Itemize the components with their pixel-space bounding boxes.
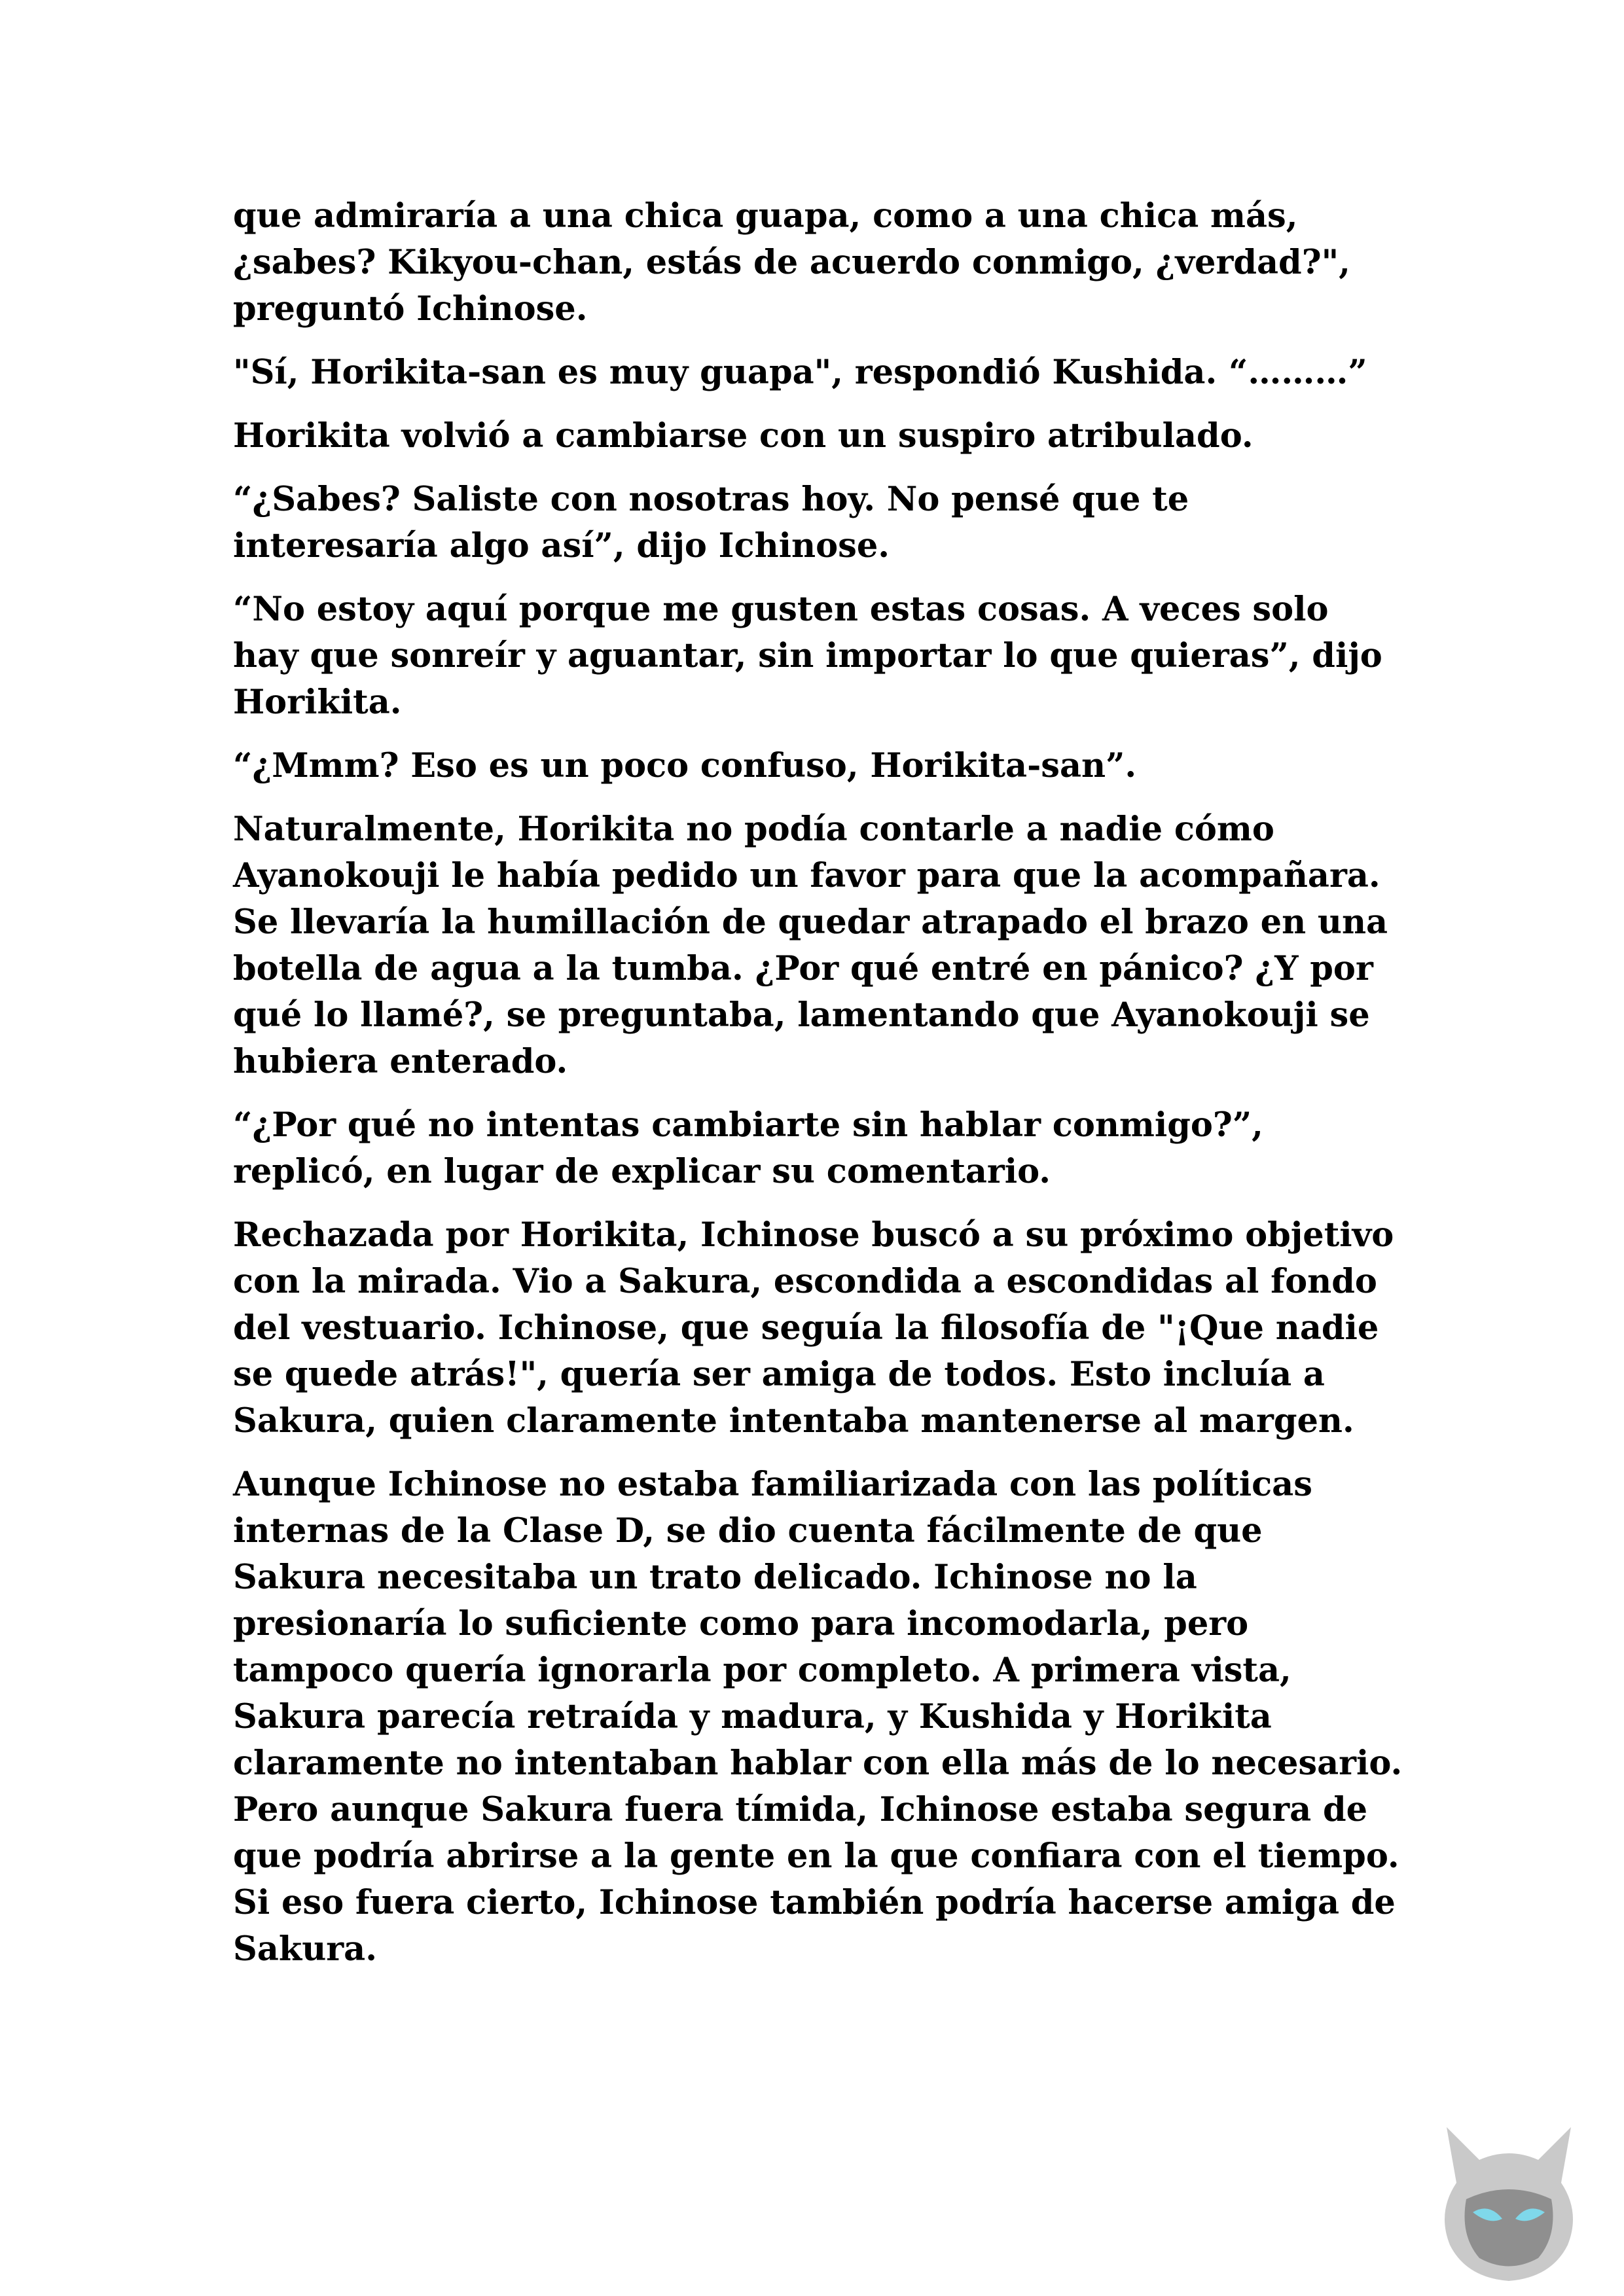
paragraph-5: “No estoy aquí porque me gusten estas cosas. A veces solo hay que sonreír y aguantar, sin importar lo que quieras”, dijo Horikita. [233,590,1382,722]
logo-graphic [1427,2121,1591,2284]
logo-face-shadow [1465,2189,1553,2267]
paragraph-2: "Sí, Horikita-san es muy guapa", respondió Kushida. “………” [233,353,1367,392]
paragraph-8: “¿Por qué no intentas cambiarte sin hablar conmigo?”, replicó, en lugar de explicar su comentario. [233,1105,1263,1191]
paragraph-7: Naturalmente, Horikita no podía contarle a nadie cómo Ayanokouji le había pedido un favor para que la acompañara. Se llevaría la humillación de quedar atrapado el brazo en una botella de agua a la tumba. ¿Por qué entré en pánico? ¿Y por qué lo llamé?, se preguntaba, lamentando que Ayanokouji se hubiera enterado. [233,810,1388,1081]
paragraph-4: “¿Sabes? Saliste con nosotras hoy. No pensé que te interesaría algo así”, dijo Ichinose. [233,480,1189,565]
document-body [233,193,1405,1990]
demon-head-logo-icon [1427,2121,1591,2284]
paragraph-3: Horikita volvió a cambiarse con un suspiro atribulado. [233,416,1254,456]
paragraph-6: “¿Mmm? Eso es un poco confuso, Horikita-san”. [233,746,1137,785]
paragraph-9: Rechazada por Horikita, Ichinose buscó a su próximo objetivo con la mirada. Vio a Sakura, escondida a escondidas al fondo del vestuario. Ichinose, que seguía la filosofía de "¡Que nadie se quede atrás!", quería ser amiga de todos. Esto incluía a Sakura, quien claramente intentaba mantenerse al margen. [233,1215,1394,1441]
paragraph-10: Aunque Ichinose no estaba familiarizada con las políticas internas de la Clase D, se dio cuenta fácilmente de que Sakura necesitaba un trato delicado. Ichinose no la presionaría lo suficiente como para incomodarla, pero tampoco quería ignorarla por completo. A primera vista, Sakura parecía retraída y madura, y Kushida y Horikita claramente no intentaban hablar con ella más de lo necesario. Pero aunque Sakura fuera tímida, Ichinose estaba segura de que podría abrirse a la gente en la que confiara con el tiempo. Si eso fuera cierto, Ichinose también podría hacerse amiga de Sakura. [233,1465,1403,1969]
paragraph-1: que admiraría a una chica guapa, como a una chica más, ¿sabes? Kikyou-chan, estás de acuerdo conmigo, ¿verdad?", preguntó Ichinose. [233,196,1350,329]
